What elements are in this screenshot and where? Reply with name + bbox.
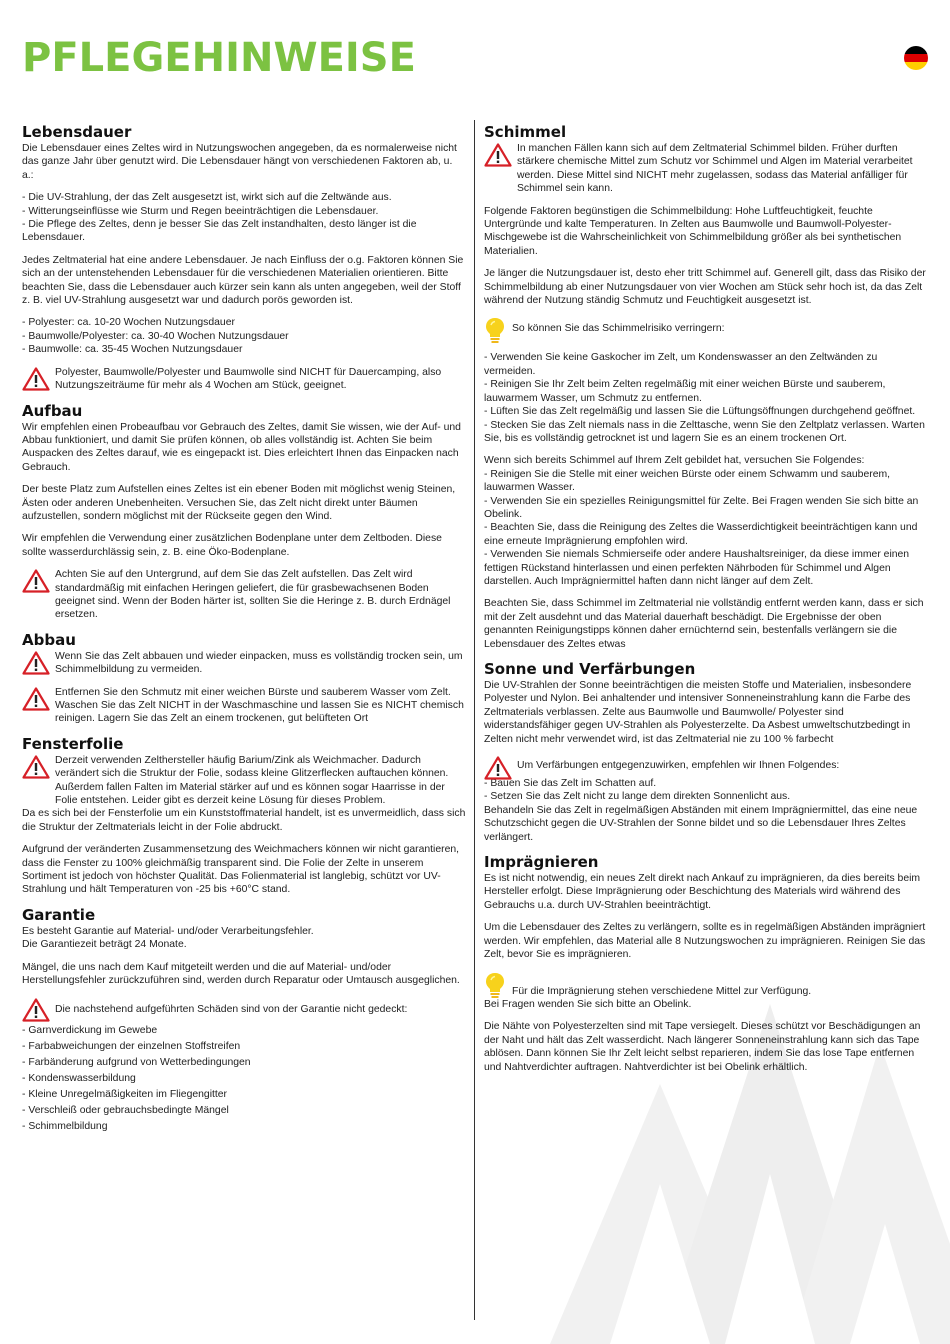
warning-note xyxy=(22,686,466,726)
tip-text: Für die Imprägnierung stehen verschiedene Mittel zur Verfügung. xyxy=(512,985,812,997)
warning-note xyxy=(22,997,466,1021)
schimmel-actions xyxy=(484,468,926,589)
lightbulb-icon xyxy=(484,317,506,345)
fensterfolie-paragraph: Aufgrund der veränderten Zusammensetzung des Weichmachers können wir nicht garantieren, dass die Fenster zu 100% gleichmäßig transparent sind. Die Folie der Zelte in unserem Sortiment ist jedoch von höchster Qualität. Das Folienmaterial ist langlebig, schützt vor UV-Strahlung und hält Temperaturen von -25 bis +60°C stand. xyxy=(22,844,460,896)
list-item: - Kondenswasserbildung xyxy=(22,1072,136,1084)
list-item: - Lüften Sie das Zelt regelmäßig und lassen Sie die Lüftungsöffnungen durchgehend geöffnet. xyxy=(484,406,916,418)
schimmel-paragraph: Je länger die Nutzungsdauer ist, desto eher tritt Schimmel auf. Generell gilt, dass das Risiko der Schimmelbildung ab einer Nutzungsdauer von vier Wochen am Stück sehr hoch ist, da das Zelt während der Nutzung ständig Schmutz und Feuchtigkeit ausgesetzt ist. xyxy=(484,268,926,307)
list-item: - Kleine Unregelmäßigkeiten im Fliegengitter xyxy=(22,1088,228,1100)
warning-text: Derzeit verwenden Zelthersteller häufig Barium/Zink als Weichmacher. Dadurch verändert sich die Struktur der Folie, sodass kleine Glitzerflecken auftauchen können. Außerdem fallen Falten im Material stärker auf und es können sogar Haarrisse in der Folie entstehen. Leider gibt es derzeit keine Lösung für dieses Problem. xyxy=(55,754,449,807)
section-garantie xyxy=(22,906,466,1135)
schimmel-tips xyxy=(484,351,926,445)
heading-abbau: Abbau xyxy=(22,630,76,649)
tip-note xyxy=(484,971,926,998)
impraegnieren-paragraph: Die Nähte von Polyesterzelten sind mit Tape versiegelt. Dieses schützt vor Beschädigungen an der Naht und hält das Zelt wasserdicht. Nach längerer Sonneneinstrahlung kann sich das Tape ablösen. Dann können Sie Ihr Zelt leicht selbst reparieren, indem Sie das lose Tape entfernen und Nahtverdichter auftragen. Nahtverdichter ist bei Obelink erhältlich. xyxy=(484,1021,921,1073)
section-schimmel xyxy=(484,123,926,651)
list-item: - Setzen Sie das Zelt nicht zu lange dem direkten Sonnenlicht aus. xyxy=(484,791,791,803)
list-item: - Verwenden Sie keine Gaskocher im Zelt, um Kondenswasser an den Zeltwänden zu vermeiden. xyxy=(484,352,878,377)
section-sonne xyxy=(484,660,926,844)
section-impraegnieren xyxy=(484,853,926,1074)
heading-sonne: Sonne und Verfärbungen xyxy=(484,660,696,678)
warning-icon xyxy=(22,998,50,1022)
heading-schimmel: Schimmel xyxy=(484,123,567,141)
warning-icon xyxy=(22,755,50,779)
warning-icon xyxy=(22,687,50,711)
warning-text: Polyester, Baumwolle/Polyester und Baumwolle sind NICHT für Dauercamping, also Nutzungszeiträume für mehr als 4 Wochen am Stück, geeignet. xyxy=(55,366,442,392)
warning-icon xyxy=(22,367,50,391)
page-title: PFLEGEHINWEISE xyxy=(22,35,416,81)
garantie-line: Die Garantiezeit beträgt 24 Monate. xyxy=(22,939,187,951)
warning-note xyxy=(484,755,926,777)
garantie-exclusions xyxy=(22,1023,466,1135)
left-column xyxy=(22,123,466,1144)
garantie-paragraph xyxy=(22,925,466,952)
list-item: - Stecken Sie das Zelt niemals nass in die Zelttasche, wenn Sie den Zeltplatz verlassen. Warten Sie, bis es vollständig getrocknet ist und lagern Sie es an einem trockenen Ort. xyxy=(484,419,925,444)
warning-text: Achten Sie auf den Untergrund, auf dem Sie das Zelt aufstellen. Das Zelt wird standardmäßig mit einfachen Heringen geliefert, die für grasbewachsenen Boden geeignet sind. Wenn der Boden härter ist, sollten Sie die Heringe z. B. durch Erdnägel ersetzen. xyxy=(55,569,451,621)
warning-icon xyxy=(22,651,50,675)
column-divider xyxy=(474,120,475,1320)
sonne-tips xyxy=(484,777,926,804)
garantie-line: Es besteht Garantie auf Material- und/oder Verarbeitungsfehler. xyxy=(22,925,314,937)
lebensdauer-intro: Die Lebensdauer eines Zeltes wird in Nutzungswochen angegeben, da es normalerweise nicht das ganze Jahr über genutzt wird. Die Lebensdauer hängt von verschiedenen Faktoren ab, u. a.: xyxy=(22,143,457,181)
warning-text: Wenn Sie das Zelt abbauen und wieder einpacken, muss es vollständig trocken sein, um Schimmelbildung zu vermeiden. xyxy=(55,650,463,676)
aufbau-paragraph: Wir empfehlen die Verwendung einer zusätzlichen Bodenplane unter dem Zeltboden. Diese sollte wasserdurchlässig sein, z. B. eine Öko-Bodenplane. xyxy=(22,533,442,558)
list-item: - Verwenden Sie niemals Schmierseife oder andere Haushaltsreiniger, da diese immer einen fettigen Rückstand hinterlassen und einen perfekten Nährboden für Schimmel und Algen darstellen. Auch Imprägniermittel haften dann nicht länger auf dem Zelt. xyxy=(484,549,910,587)
warning-note xyxy=(22,754,466,808)
german-flag-icon xyxy=(904,46,928,70)
schimmel-paragraph: Wenn sich bereits Schimmel auf Ihrem Zelt gebildet hat, versuchen Sie Folgendes: xyxy=(484,455,865,467)
right-column xyxy=(484,123,926,1083)
tip-text: So können Sie das Schimmelrisiko verringern: xyxy=(512,323,725,335)
heading-impraegnieren: Imprägnieren xyxy=(484,853,599,872)
tip-note xyxy=(484,316,926,342)
warning-icon xyxy=(484,143,512,167)
lebensdauer-factors xyxy=(22,191,466,245)
section-fensterfolie xyxy=(22,735,466,897)
fensterfolie-paragraph: Da es sich bei der Fensterfolie um ein Kunststoffmaterial handelt, ist es unvermeidlich, dass sich die Struktur der Zeltmaterials leicht in der Folie abdruckt. xyxy=(22,808,466,833)
impraegnieren-paragraph: Um die Lebensdauer des Zeltes zu verlängern, sollte es in regelmäßigen Abständen imprägniert werden. Wir empfehlen, das Material alle 8 Nutzungswochen zu imprägnieren. Reinigen Sie das Zelt, bevor Sie es imprägnieren. xyxy=(484,922,926,961)
section-aufbau xyxy=(22,402,466,622)
list-item: - Farbänderung aufgrund von Wetterbedingungen xyxy=(22,1056,251,1068)
warning-text: Die nachstehend aufgeführten Schäden sind von der Garantie nicht gedeckt: xyxy=(55,1003,408,1015)
list-item: - Farbabweichungen der einzelnen Stoffstreifen xyxy=(22,1040,241,1052)
warning-text: In manchen Fällen kann sich auf dem Zeltmaterial Schimmel bilden. Früher durften stärkere chemische Mittel zum Schutz vor Schimmel und Algen im Material verarbeitet werden. Diese Mittel sind NICHT mehr zugelassen, sodass das Material anfälliger für Schimmel sein kann. xyxy=(517,143,913,195)
aufbau-paragraph: Wir empfehlen einen Probeaufbau vor Gebrauch des Zeltes, damit Sie wissen, wie der Auf- und Abbau funktioniert, und damit Sie prüfen können, ob alles vollständig ist. Achten Sie beim Auspacken des Zeltes darauf, wie es eingepackt ist. Dies erleichtert Ihnen das Einpacken nach Gebrauch. xyxy=(22,421,461,473)
heading-fensterfolie: Fensterfolie xyxy=(22,734,124,753)
lebensdauer-materials-text: Jedes Zeltmaterial hat eine andere Lebensdauer. Je nach Einfluss der o.g. Faktoren können Sie sich an der untenstehenden Lebensdauer für die verschiedenen Materialien orientieren. Bitte beachten Sie, dass die Lebensdauer auch kürzer sein kann als unten angegeben, weil der Stoff z. B. viel UV-Strahlung ausgesetzt war und dadurch porös geworden ist. xyxy=(22,254,464,307)
schimmel-paragraph: Beachten Sie, dass Schimmel im Zeltmaterial nie vollständig entfernt werden kann, dass er sich mit der Zelt ausdehnt und das Material dauerhaft beschädigt. Die Ergebnisse der oben genannten Reinigungstipps können daher ernüchternd sein, bestenfalls verlängern sie die Lebensdauer des Zeltes etwas xyxy=(484,598,924,650)
list-item: - Witterungseinflüsse wie Sturm und Regen beeinträchtigen die Lebensdauer. xyxy=(22,205,379,217)
list-item: - Verschleiß oder gebrauchsbedingte Mängel xyxy=(22,1104,229,1116)
section-abbau xyxy=(22,631,466,726)
warning-icon xyxy=(484,756,512,780)
aufbau-paragraph: Der beste Platz zum Aufstellen eines Zeltes ist ein ebener Boden mit möglichst wenig Steinen, Ästen oder anderen Unebenheiten. Versuchen Sie, das Zelt nicht direkt unter Bäumen aufzustellen, sondern möglichst mit der Rückseite gegen den Wind. xyxy=(22,484,456,522)
lightbulb-icon xyxy=(484,972,506,1000)
warning-note xyxy=(22,366,466,393)
list-item: - Bauen Sie das Zelt im Schatten auf. xyxy=(484,778,657,790)
list-item: - Die Pflege des Zeltes, denn je besser Sie das Zelt instandhalten, desto länger ist die Lebensdauer. xyxy=(22,219,417,244)
section-lebensdauer xyxy=(22,123,466,393)
list-item: - Garnverdickung im Gewebe xyxy=(22,1024,158,1036)
list-item: - Verwenden Sie ein spezielles Reinigungsmittel für Zelte. Bei Fragen wenden Sie sich bitte an Obelink. xyxy=(484,495,919,520)
garantie-paragraph: Mängel, die uns nach dem Kauf mitgeteilt werden und die auf Material- und/oder Herstellungsfehler zurückzuführen sind, werden durch Reparatur oder Umtausch ausgeglichen. xyxy=(22,961,460,987)
list-item: - Reinigen Sie Ihr Zelt beim Zelten regelmäßig mit einer weichen Bürste und sauberem, lauwarmem Wasser, um Schmutz zu entfernen. xyxy=(484,379,886,404)
impraegnieren-tip-followup: Bei Fragen wenden Sie sich bitte an Obelink. xyxy=(484,998,692,1010)
warning-text: Entfernen Sie den Schmutz mit einer weichen Bürste und sauberem Wasser vom Zelt. Waschen Sie das Zelt NICHT in der Waschmaschine und lassen Sie es NICHT chemisch reinigen. Lagern Sie das Zelt an einem trockenen, gut belüfteten Ort xyxy=(55,686,464,725)
schimmel-paragraph: Folgende Faktoren begünstigen die Schimmelbildung: Hohe Luftfeuchtigkeit, feuchte Untergründe und kalte Temperaturen. In Zelten aus Baumwolle und Baumwoll-Polyester-Mischgewebe ist die Wahrscheinlichkeit von Schimmelbildung größer als bei synthetischen Materialien. xyxy=(484,205,902,257)
sonne-paragraph: Behandeln Sie das Zelt in regelmäßigen Abständen mit einem Imprägniermittel, das eine neue Schutzschicht gegen die UV-Strahlen der Sonne bildet und so die Lebensdauer Ihres Zeltes verlängert. xyxy=(484,804,918,843)
heading-aufbau: Aufbau xyxy=(22,401,83,420)
list-item: - Schimmelbildung xyxy=(22,1120,108,1132)
list-item: - Beachten Sie, dass die Reinigung des Zeltes die Wasserdichtigkeit beeinträchtigen kann und eine erneute Imprägnierung empfohlen wird. xyxy=(484,522,918,547)
sonne-paragraph: Die UV-Strahlen der Sonne beeinträchtigen die meisten Stoffe und Materialien, insbesondere Polyester und Nylon. Bei anhaltender und intensiver Sonneneinstrahlung kann die Farbe des Zeltmaterials verblassen. Zelte aus Baumwolle und Baumwolle/ Polyester sind widerstandsfähiger gegen UV-Strahlen als Polyesterzelte. Da Asbest umweltschutzbedingt in Zelten nicht mehr verwendet wird, ist das Zeltmaterial nie zu 100 % farbecht xyxy=(484,680,912,745)
heading-garantie: Garantie xyxy=(22,905,96,924)
material-lifespans xyxy=(22,316,466,356)
warning-note xyxy=(484,142,926,196)
warning-note xyxy=(22,650,466,677)
list-item: - Polyester: ca. 10-20 Wochen Nutzungsdauer xyxy=(22,317,235,329)
list-item: - Die UV-Strahlung, der das Zelt ausgesetzt ist, wirkt sich auf die Zeltwände aus. xyxy=(22,192,392,204)
warning-icon xyxy=(22,569,50,593)
list-item: - Baumwolle/Polyester: ca. 30-40 Wochen Nutzungsdauer xyxy=(22,330,289,342)
list-item: - Reinigen Sie die Stelle mit einer weichen Bürste oder einem Schwamm und sauberem, lauwarmen Wasser. xyxy=(484,468,891,494)
warning-text: Um Verfärbungen entgegenzuwirken, empfehlen wir Ihnen Folgendes: xyxy=(517,760,840,772)
impraegnieren-paragraph: Es ist nicht notwendig, ein neues Zelt direkt nach Ankauf zu imprägnieren, da dies bereits beim Hersteller erfolgt. Diese Imprägnierung oder Beschichtung des Materials wird während des Gebrauchs u.a. durch UV-Strahlen beeinträchtigt. xyxy=(484,873,921,911)
warning-note xyxy=(22,568,466,622)
heading-lebensdauer: Lebensdauer xyxy=(22,123,132,141)
list-item: - Baumwolle: ca. 35-45 Wochen Nutzungsdauer xyxy=(22,344,243,356)
